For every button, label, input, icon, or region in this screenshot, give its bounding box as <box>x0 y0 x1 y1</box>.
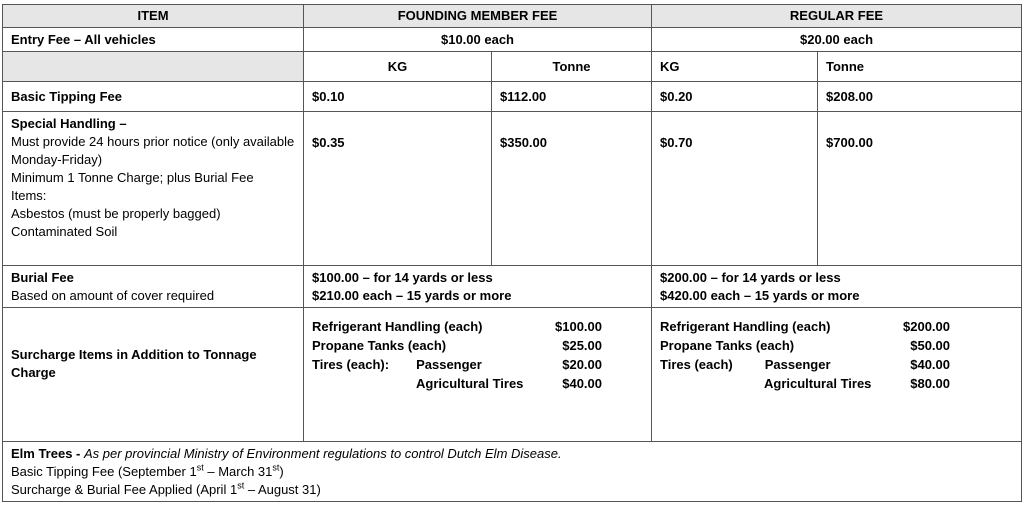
elm-line-1-c: ) <box>279 464 284 479</box>
entry-row <box>3 28 1022 52</box>
elm-heading <box>11 445 1013 463</box>
sr-passenger-value: $40.00 <box>910 357 950 372</box>
surcharge-founding-grid <box>312 318 643 393</box>
unit-tonne-founding: Tonne <box>492 52 652 82</box>
elm-line-1 <box>11 463 1013 481</box>
sf-ag-label: Agricultural Tires <box>416 376 524 391</box>
elm-line-1-sup1: st <box>196 462 204 473</box>
sf-tires-cell <box>312 356 542 374</box>
header-regular: REGULAR FEE <box>652 5 1022 28</box>
basic-f-kg: $0.10 <box>304 82 492 112</box>
entry-regular: $20.00 each <box>652 28 1022 52</box>
burial-row <box>3 266 1022 308</box>
sr-tires-label: Tires (each) <box>660 357 733 372</box>
elm-note: As per provincial Ministry of Environment regulations to control Dutch Elm Disease. <box>84 446 562 461</box>
sr-refrig-value: $200.00 <box>903 319 950 334</box>
header-item: ITEM <box>3 5 304 28</box>
special-line-1: Must provide 24 hours prior notice (only available Monday-Friday) <box>11 134 295 167</box>
elm-line-2-b: – August 31) <box>244 482 321 497</box>
entry-label: Entry Fee – All vehicles <box>3 28 304 52</box>
surcharge-founding <box>304 308 652 442</box>
elm-title: Elm Trees <box>11 446 73 461</box>
burial-title: Burial Fee <box>11 270 74 285</box>
burial-founding-2: $210.00 each – 15 yards or more <box>312 288 512 303</box>
elm-line-1-b: – March 31 <box>203 464 273 479</box>
burial-regular-2: $420.00 each – 15 yards or more <box>660 288 860 303</box>
special-f-tonne: $350.00 <box>492 112 652 266</box>
units-row <box>3 52 1022 82</box>
unit-kg-founding: KG <box>304 52 492 82</box>
fee-table <box>2 4 1022 502</box>
sf-refrig-label: Refrigerant Handling (each) <box>312 319 483 334</box>
sr-propane-value: $50.00 <box>910 338 950 353</box>
burial-regular-1: $200.00 – for 14 yards or less <box>660 270 841 285</box>
special-row <box>3 112 1022 266</box>
entry-founding: $10.00 each <box>304 28 652 52</box>
burial-label-cell <box>3 266 304 308</box>
sr-refrig-label: Refrigerant Handling (each) <box>660 319 831 334</box>
elm-row <box>3 442 1022 502</box>
sf-propane-label: Propane Tanks (each) <box>312 338 447 353</box>
special-r-tonne: $700.00 <box>818 112 1022 266</box>
sr-ag-label: Agricultural Tires <box>764 376 872 391</box>
sr-passenger-label: Passenger <box>764 357 831 372</box>
header-row <box>3 5 1022 28</box>
sf-propane-value: $25.00 <box>562 338 602 353</box>
basic-r-kg: $0.20 <box>652 82 818 112</box>
burial-sub: Based on amount of cover required <box>11 288 215 303</box>
burial-founding-1: $100.00 – for 14 yards or less <box>312 270 493 285</box>
sr-tires-cell <box>660 356 890 374</box>
sr-propane-label: Propane Tanks (each) <box>660 338 795 353</box>
elm-line-1-a: Basic Tipping Fee (September 1 <box>11 464 197 479</box>
units-blank <box>3 52 304 82</box>
sf-ag-value: $40.00 <box>562 376 602 391</box>
header-founding: FOUNDING MEMBER FEE <box>304 5 652 28</box>
surcharge-regular-grid <box>660 318 1013 393</box>
elm-line-2-sup1: st <box>237 480 245 491</box>
special-line-3: Items: <box>11 188 47 203</box>
burial-regular <box>652 266 1022 308</box>
surcharge-label: Surcharge Items in Addition to Tonnage Charge <box>3 308 304 442</box>
burial-founding <box>304 266 652 308</box>
elm-cell <box>3 442 1022 502</box>
basic-f-tonne: $112.00 <box>492 82 652 112</box>
unit-kg-regular: KG <box>652 52 818 82</box>
sf-passenger-value: $20.00 <box>562 357 602 372</box>
elm-line-1-sup2: st <box>272 462 280 473</box>
surcharge-row <box>3 308 1022 442</box>
sf-refrig-value: $100.00 <box>555 319 602 334</box>
elm-line-2 <box>11 481 1013 499</box>
special-line-4: Asbestos (must be properly bagged) <box>11 206 221 221</box>
special-label-cell <box>3 112 304 266</box>
basic-row <box>3 82 1022 112</box>
sf-tires-label: Tires (each): <box>312 357 390 372</box>
basic-label: Basic Tipping Fee <box>3 82 304 112</box>
special-line-5: Contaminated Soil <box>11 224 118 239</box>
sr-ag-value: $80.00 <box>910 376 950 391</box>
elm-dash: - <box>72 446 84 461</box>
special-r-kg: $0.70 <box>652 112 818 266</box>
elm-line-2-a: Surcharge & Burial Fee Applied (April 1 <box>11 482 238 497</box>
basic-r-tonne: $208.00 <box>818 82 1022 112</box>
unit-tonne-regular: Tonne <box>818 52 1022 82</box>
special-line-2: Minimum 1 Tonne Charge; plus Burial Fee <box>11 170 254 185</box>
sf-passenger-label: Passenger <box>416 357 482 372</box>
special-f-kg: $0.35 <box>304 112 492 266</box>
special-title: Special Handling – <box>11 116 127 131</box>
surcharge-regular <box>652 308 1022 442</box>
